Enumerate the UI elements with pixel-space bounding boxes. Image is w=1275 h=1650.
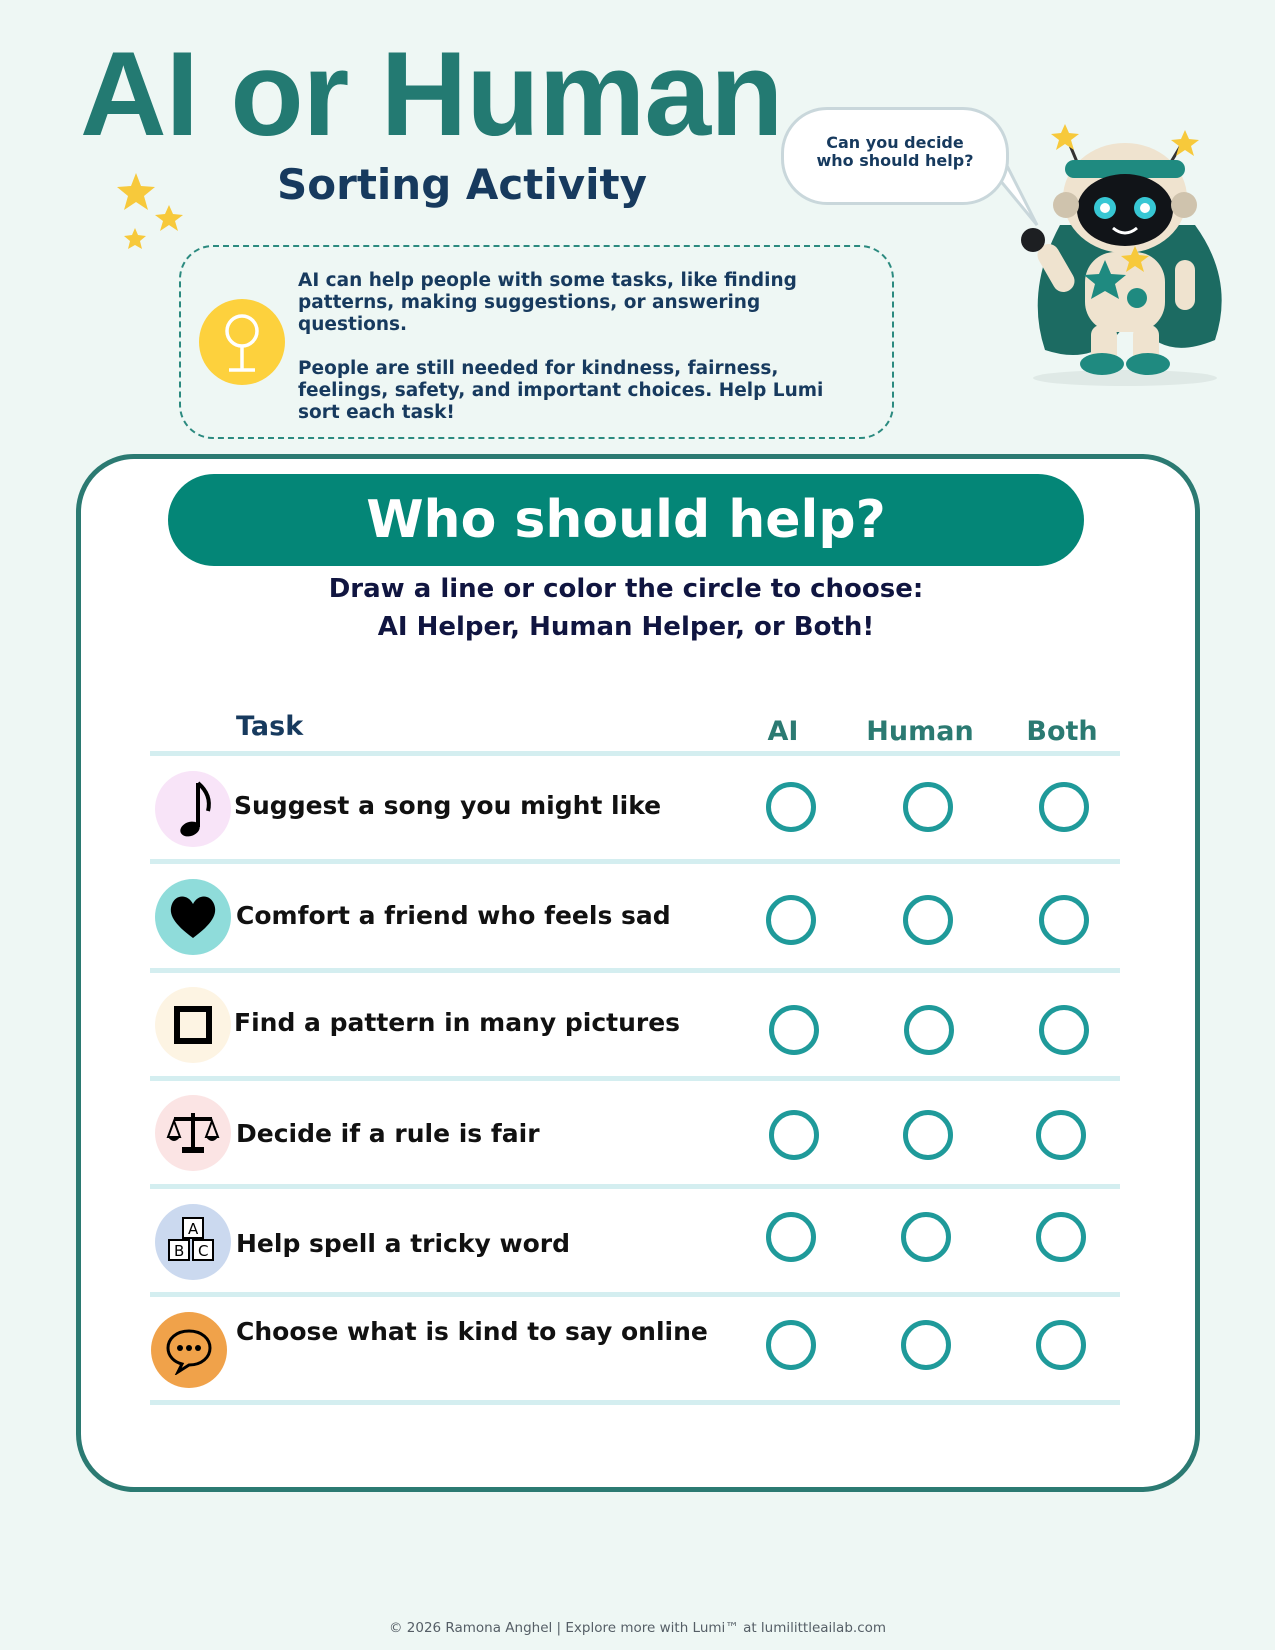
task-label: Find a pattern in many pictures	[234, 1008, 681, 1037]
square-icon	[155, 987, 231, 1063]
heart-icon	[155, 879, 231, 955]
stars-icon	[112, 168, 192, 258]
choice-ai-circle[interactable]	[766, 1212, 816, 1262]
table-rule	[150, 751, 1120, 756]
footer-text: © 2026 Ramona Anghel | Explore more with Lumi™ at lumilittleailab.com	[388, 1620, 887, 1636]
page-subtitle: Sorting Activity	[277, 160, 647, 209]
choice-ai-circle[interactable]	[766, 1320, 816, 1370]
choice-human-circle[interactable]	[903, 782, 953, 832]
svg-text:C: C	[198, 1242, 209, 1260]
choice-both-circle[interactable]	[1036, 1320, 1086, 1370]
choice-human-circle[interactable]	[901, 1212, 951, 1262]
column-header-task: Task	[236, 711, 304, 742]
lightbulb-icon	[199, 299, 285, 385]
choice-ai-circle[interactable]	[769, 1005, 819, 1055]
column-header-both: Both	[1026, 716, 1098, 747]
speech-bubble	[781, 107, 1009, 205]
banner-title: Who should help?	[366, 490, 886, 550]
choice-both-circle[interactable]	[1039, 782, 1089, 832]
column-header-ai: AI	[767, 716, 799, 747]
task-label: Comfort a friend who feels sad	[236, 901, 671, 930]
column-header-human: Human	[866, 716, 974, 747]
choice-human-circle[interactable]	[903, 1110, 953, 1160]
task-label: Suggest a song you might like	[234, 791, 662, 820]
svg-text:A: A	[188, 1220, 199, 1238]
choice-ai-circle[interactable]	[769, 1110, 819, 1160]
choice-human-circle[interactable]	[901, 1320, 951, 1370]
choice-both-circle[interactable]	[1039, 1005, 1089, 1055]
bubble-text: Can you decide who should help?	[816, 133, 974, 170]
choice-both-circle[interactable]	[1036, 1110, 1086, 1160]
robot-mascot-icon	[1005, 120, 1245, 390]
scales-icon	[155, 1095, 231, 1171]
choice-human-circle[interactable]	[904, 1005, 954, 1055]
instruction-line-1: Draw a line or color the circle to choose:	[328, 574, 924, 604]
info-paragraph-1: AI can help people with some tasks, like finding patterns, making suggestions, or answering questions.	[298, 270, 797, 335]
table-rule	[150, 1400, 1120, 1405]
choice-ai-circle[interactable]	[766, 895, 816, 945]
choice-ai-circle[interactable]	[766, 782, 816, 832]
abc-blocks-icon	[155, 1204, 231, 1280]
choice-human-circle[interactable]	[903, 895, 953, 945]
speech-bubble-icon	[151, 1312, 227, 1388]
info-paragraph-2: People are still needed for kindness, fairness, feelings, safety, and important choices. Help Lumi sort each task!	[298, 358, 824, 423]
choice-both-circle[interactable]	[1039, 895, 1089, 945]
task-label: Help spell a tricky word	[236, 1229, 570, 1258]
choice-both-circle[interactable]	[1036, 1212, 1086, 1262]
task-label: Choose what is kind to say online	[236, 1317, 708, 1346]
svg-text:B: B	[174, 1242, 185, 1260]
table-rule	[150, 859, 1120, 864]
instruction-line-2: AI Helper, Human Helper, or Both!	[377, 612, 875, 642]
table-rule	[150, 1292, 1120, 1297]
table-rule	[150, 1184, 1120, 1189]
info-text	[298, 270, 858, 446]
page-title: AI or Human	[80, 27, 783, 161]
table-rule	[150, 1076, 1120, 1081]
table-rule	[150, 968, 1120, 973]
activity-banner	[168, 474, 1084, 566]
task-label: Decide if a rule is fair	[236, 1119, 540, 1148]
music-note-icon	[155, 771, 231, 847]
